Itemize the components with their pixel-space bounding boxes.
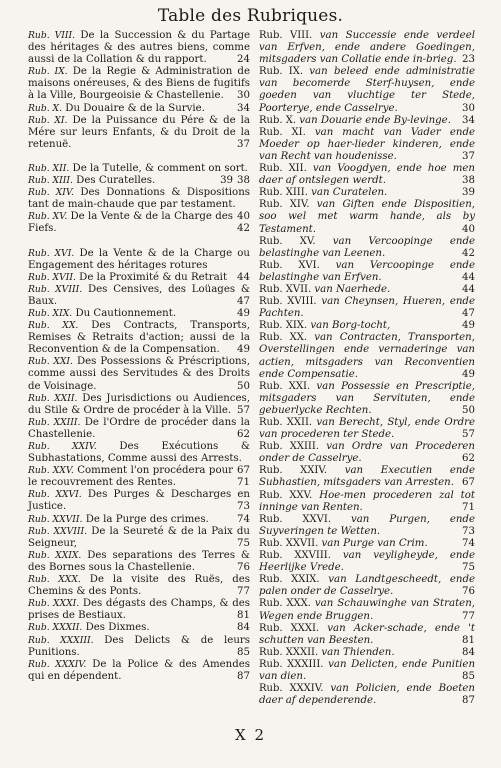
rubric-title: van Borg-tocht, [310, 320, 391, 332]
rubric-title: De la Seureté & de la Paix du Seigneur, [28, 525, 250, 549]
rubric-entry [28, 272, 250, 284]
rubric-number: Rub. XXVIII. [259, 550, 331, 562]
rubric-number: Rub. XVI. [28, 247, 75, 259]
rubric-entry [28, 550, 250, 574]
entry-spacer [28, 151, 250, 163]
page-number: 81 [237, 610, 250, 622]
page-number: 38 [237, 175, 250, 187]
rubric-title: Des Dixmes. [85, 622, 150, 634]
rubric-number: Rub. IX. [28, 66, 68, 78]
rubric-entry [259, 320, 475, 332]
rubric-number: Rub. XIV. [259, 199, 310, 211]
rubric-entry [259, 514, 475, 538]
page-number: 23 [462, 54, 475, 66]
rubric-entry [28, 66, 250, 102]
rubric-number: Rub. XXI. [259, 380, 311, 392]
rubric-entry [28, 103, 250, 115]
rubric-number: Rub. XIV. [28, 187, 74, 199]
rubric-title: van Ordre van Procederen onder de Casselrye. [259, 441, 475, 465]
rubric-number: Rub. XXIII. [28, 416, 81, 428]
page-number: 76 [237, 561, 250, 573]
page-title: Table des Rubriques. [157, 6, 344, 26]
rubric-number: Rub. XIX. [28, 307, 73, 319]
rubric-title: van veyligheyde, ende Heerlijke Vrede. [259, 550, 475, 574]
page-number: 37 [237, 138, 250, 150]
rubric-entry [259, 598, 475, 622]
rubric-title: van Purge van Crim. [321, 537, 428, 549]
rubric-title: van Purgen, ende Suyveringen te Wetten. [259, 513, 475, 537]
page-number: 62 [237, 428, 250, 440]
entry-spacer [28, 236, 250, 248]
rubric-number: Rub. XXII. [28, 392, 78, 404]
rubric-entry [259, 465, 475, 489]
rubric-entry [28, 526, 250, 550]
page-number: 87 [237, 670, 250, 682]
rubric-title: van Thienden. [321, 646, 395, 658]
rubric-title: Des Donnations & Dispositions tant de main-chaude que par testament. [28, 187, 250, 211]
page-number: 49 [237, 307, 250, 319]
page-number: 49 [237, 344, 250, 356]
rubric-entry [28, 284, 250, 308]
page-number: 71 [462, 501, 475, 513]
rubric-entry [259, 550, 475, 574]
page-number: 50 [462, 404, 475, 416]
rubric-entry [28, 393, 250, 417]
rubric-number: Rub. XXXII. [259, 646, 319, 658]
rubric-number: Rub. X. [259, 114, 297, 126]
rubric-title: van Vercoopinge ende belastinghe van Erfven. [259, 259, 475, 283]
rubric-number: Rub. X. [28, 102, 63, 114]
rubric-title: De la Regie & Administration de maisons onéreuses, & des Biens de fugitifs à la Ville, Bourgeoisie & Chastellenie. [28, 66, 250, 102]
rubric-number: Rub. VIII. [259, 30, 313, 41]
rubric-entry [28, 574, 250, 598]
page-number: 77 [237, 586, 250, 598]
page-number: 62 [462, 453, 475, 465]
page-number: 38 [462, 175, 475, 187]
page-number: 84 [462, 646, 475, 658]
page-number: 76 [462, 586, 475, 598]
rubric-title: Des Contracts, Transports, Remises & Retraits d'action; aussi de la Reconvention & de la Compensation. [28, 320, 250, 356]
rubric-entry [259, 30, 475, 66]
rubric-number: Rub. XXXII. [28, 622, 83, 634]
rubric-title: Du Cautionnement. [75, 307, 177, 319]
page-number: 39 [462, 187, 475, 199]
rubric-title: Des Censives, des Loüages & Baux. [28, 283, 250, 307]
rubric-title: van Vercoopinge ende belastinghe van Leenen. [259, 235, 475, 259]
rubric-entry [259, 66, 475, 114]
page-number: 67 [462, 477, 475, 489]
rubric-entry [28, 30, 250, 66]
rubric-title: De la visite des Ruës, des Chemins & des Ponts. [28, 574, 250, 598]
rubric-number: Rub. XXIII. [259, 441, 319, 453]
rubric-entry [28, 489, 250, 513]
rubric-title: De la Police & des Amendes qui en dépendent. [28, 658, 250, 682]
page-number: 87 [462, 695, 475, 707]
rubric-title: van Executien ende Subhastien, mitsgaders van Arresten. [259, 465, 475, 489]
page-number: 39 [220, 175, 234, 187]
rubric-entry [28, 115, 250, 151]
rubric-number: Rub. IX. [259, 66, 304, 78]
rubric-title: van Schauwinghe van Straten, Wegen ende Bruggen. [259, 598, 475, 622]
rubric-entry [259, 296, 475, 320]
rubric-number: Rub. XX. [259, 332, 308, 344]
rubric-number: Rub. XIII. [28, 175, 73, 187]
rubric-entry [28, 356, 250, 392]
rubric-number: Rub. XXVI. [28, 489, 82, 501]
rubric-title: Des Exécutions & Subhastations, Comme aussi des Arrests. [28, 441, 250, 465]
page-number: 49 [462, 368, 475, 380]
rubric-number: Rub. XXIV. [28, 441, 97, 452]
rubric-title: van macht van Vader ende Moeder op haer-lieder kinderen, ende van Recht van houdenisse. [259, 126, 475, 162]
rubric-title: van Delicten, ende Punitien van dien. [259, 658, 476, 682]
rubric-number: Rub. XVII. [28, 271, 76, 283]
page-number: 24 [237, 54, 250, 66]
rubric-title: van Possessie en Prescriptie, mitsgaders van Servituten, ende gebuerlycke Rechten. [259, 380, 475, 416]
rubric-number: Rub. XVI. [259, 259, 320, 271]
rubric-entry [259, 332, 475, 380]
rubric-entry [259, 538, 475, 550]
rubric-title: De la Purge des crimes. [85, 513, 209, 525]
rubric-entry [259, 683, 475, 707]
rubric-title: De la Succession & du Partage des héritages & des autres biens, comme aussi de la Collation & du rapport. [28, 30, 250, 66]
rubric-entry [259, 490, 475, 514]
rubric-number: Rub. XVII. [259, 283, 312, 295]
page-number: 71 [237, 477, 250, 489]
page-number: 47 [237, 295, 250, 307]
rubric-title: van Berecht, Styl, ende Ordre van procederen ter Stede. [259, 417, 475, 441]
page-number: 85 [462, 670, 475, 682]
rubric-title: van Naerhede. [314, 283, 391, 295]
rubric-entry [28, 211, 250, 235]
rubric-title: van Landtgescheedt, ende palen onder de Casselrye. [259, 574, 476, 598]
rubric-number: Rub. XXXIII. [259, 658, 324, 670]
rubric-title: De la Vente & de la Charge ou Engagement des héritages rotures [28, 247, 250, 271]
page-number: 84 [237, 622, 250, 634]
rubric-number: Rub. XI. [28, 114, 68, 126]
rubric-entry [28, 248, 250, 272]
page-number: 40 [237, 211, 250, 223]
page-number: 75 [462, 562, 475, 574]
signature-mark: X 2 [235, 726, 266, 744]
rubric-number: Rub. XII. [28, 162, 70, 174]
rubric-number: Rub. XVIII. [259, 296, 317, 308]
rubric-title: Des Possessions & Préscriptions, comme aussi des Servitudes & des Droits de Voisinage. [28, 356, 250, 392]
rubric-entry [259, 441, 475, 465]
french-column [28, 30, 250, 683]
rubric-entry [28, 659, 250, 683]
rubric-title: Du Douaire & de la Survie. [65, 102, 205, 114]
rubric-entry [28, 635, 250, 659]
rubric-entry [259, 574, 475, 598]
rubric-number: Rub. XXX. [28, 574, 81, 586]
page-number: 57 [462, 429, 475, 441]
rubric-title: van beleed ende administratie van becomerde Sterf-huysen, ende goeden van vluchtige ter Stede, Poorterye, ende Casselrye. [259, 66, 475, 114]
page-number: 77 [462, 610, 475, 622]
rubric-entry [259, 187, 475, 199]
rubric-entry [28, 465, 250, 489]
rubric-number: Rub. XIII. [259, 187, 308, 199]
rubric-entry [259, 236, 475, 260]
page-number: 40 [462, 223, 475, 235]
page-number: 37 [462, 150, 475, 162]
page-number: 85 [237, 646, 250, 658]
rubric-title: van Acker-schade, ende 't schutten van Beesten. [259, 622, 475, 646]
page-number: 75 [237, 537, 250, 549]
rubric-entry [28, 417, 250, 441]
rubric-number: Rub. XXVI. [259, 513, 332, 525]
rubric-entry [259, 659, 475, 683]
page-number: 34 [462, 114, 475, 126]
rubric-title: Des Curatelles. [76, 175, 156, 187]
rubric-entry [259, 623, 475, 647]
rubric-number: Rub. XVIII. [28, 283, 83, 295]
rubric-title: van Policien, ende Boeten daer af dependerende. [259, 683, 475, 707]
rubric-number: Rub. XX. [28, 320, 79, 332]
rubric-number: Rub. XXVII. [259, 537, 319, 549]
rubric-title: Des Delicts & de leurs Punitions. [28, 634, 250, 658]
rubric-title: van Voogdyen, ende hoe men daer af ontslegen werdt. [259, 163, 475, 187]
rubric-title: van Douarie ende By-levinge. [299, 114, 451, 126]
rubric-number: Rub. XXVII. [28, 513, 83, 525]
rubric-title: De la Vente & de la Charge des Fiefs. [28, 211, 234, 235]
rubric-title: van Cheynsen, Hueren, ende Pachten. [259, 296, 475, 320]
page-number: 73 [237, 501, 250, 513]
rubric-title: De la Proximité & du Retrait [79, 271, 228, 283]
rubric-number: Rub. XII. [259, 163, 307, 175]
rubric-number: Rub. XV. [259, 235, 316, 247]
rubric-title: Des Purges & Descharges en Justice. [28, 489, 250, 513]
rubric-number: Rub. XXXI. [28, 598, 80, 610]
rubric-number: Rub. XXVIII. [28, 525, 88, 537]
rubric-title: Comment l'on procédera pour le recouvrement des Rentes. [28, 465, 234, 489]
page-number: 30 [237, 90, 250, 102]
rubric-number: Rub. VIII. [28, 30, 76, 41]
page-number: 47 [462, 308, 475, 320]
rubric-number: Rub. XIX. [259, 320, 308, 332]
dutch-column [259, 30, 475, 707]
rubric-entry [259, 127, 475, 163]
page-number: 44 [237, 271, 250, 283]
rubric-title: Hoe-men procederen zal tot inninge van Renten. [259, 489, 475, 513]
rubric-entry [28, 622, 250, 634]
page-number: 74 [462, 537, 475, 549]
rubric-number: Rub. XXXIV. [28, 658, 87, 670]
rubric-number: Rub. XXXI. [259, 622, 320, 634]
rubric-entry [259, 284, 475, 296]
rubric-title: Des dégasts des Champs, & des prises de Bestiaux. [28, 598, 251, 622]
rubric-entry [28, 308, 250, 320]
page-number: 30 [462, 102, 475, 114]
rubric-entry [259, 115, 475, 127]
rubric-title: van Contracten, Transporten, Overstellingen ende vernaderinge van actien, mitsgaders van Reconventien ende Compensatie. [259, 332, 475, 380]
rubric-title: van Giften ende Dispositien, soo wel met warm hande, als by Testament. [259, 199, 476, 235]
rubric-entry [28, 598, 250, 622]
rubric-entry [259, 260, 475, 284]
rubric-number: Rub. XXX. [259, 598, 311, 610]
rubric-number: Rub. XXXIII. [28, 634, 94, 646]
rubric-number: Rub. XV. [28, 211, 68, 223]
page-number: 67 [237, 465, 250, 477]
rubric-entry [259, 163, 475, 187]
rubric-number: Rub. XXI. [28, 356, 73, 368]
page-number: 49 [462, 320, 475, 332]
page-number: 42 [237, 223, 250, 235]
rubric-title: De l'Ordre de procéder dans la Chastellenie. [28, 416, 250, 440]
rubric-entry [259, 199, 475, 235]
page-number: 57 [237, 404, 250, 416]
rubric-number: Rub. XXV. [28, 465, 74, 477]
rubric-number: Rub. XXV. [259, 489, 313, 501]
page-number: 73 [462, 525, 475, 537]
rubric-entry [28, 320, 250, 356]
rubric-entry [28, 175, 250, 187]
rubric-title: De la Tutelle, & comment on sort. [72, 162, 248, 174]
rubric-entry [259, 647, 475, 659]
page-number: 74 [237, 513, 250, 525]
rubric-title: van Curatelen. [311, 187, 388, 199]
rubric-entry [28, 514, 250, 526]
page-number: 50 [237, 380, 250, 392]
page-number: 34 [237, 102, 250, 114]
rubric-title: Des separations des Terres & des Bornes sous la Chastellenie. [28, 549, 250, 573]
rubric-entry [259, 417, 475, 441]
rubric-number: Rub. XXIX. [259, 574, 320, 586]
page-number: 42 [462, 247, 475, 259]
rubric-entry [259, 381, 475, 417]
rubric-title: De la Puissance du Pére & de la Mére sur leurs Enfants, & du Droit de la retenuë. [28, 114, 250, 150]
rubric-title: Des Jurisdictions ou Audiences, du Stile & Ordre de procéder à la Ville. [28, 392, 250, 416]
rubric-number: Rub. XXIV. [259, 465, 328, 477]
page-number: 44 [462, 283, 475, 295]
rubric-number: Rub. XXIX. [28, 549, 82, 561]
page-number: 81 [462, 634, 475, 646]
rubric-number: Rub. XXII. [259, 417, 313, 428]
rubric-title: van Successie ende verdeel van Erfven, ende andere Goedingen, mitsgaders van Collatie ende in-brieg. [259, 30, 475, 66]
rubric-number: Rub. XXXIV. [259, 683, 324, 695]
page-number: 44 [462, 271, 475, 283]
rubric-number: Rub. XI. [259, 126, 306, 138]
